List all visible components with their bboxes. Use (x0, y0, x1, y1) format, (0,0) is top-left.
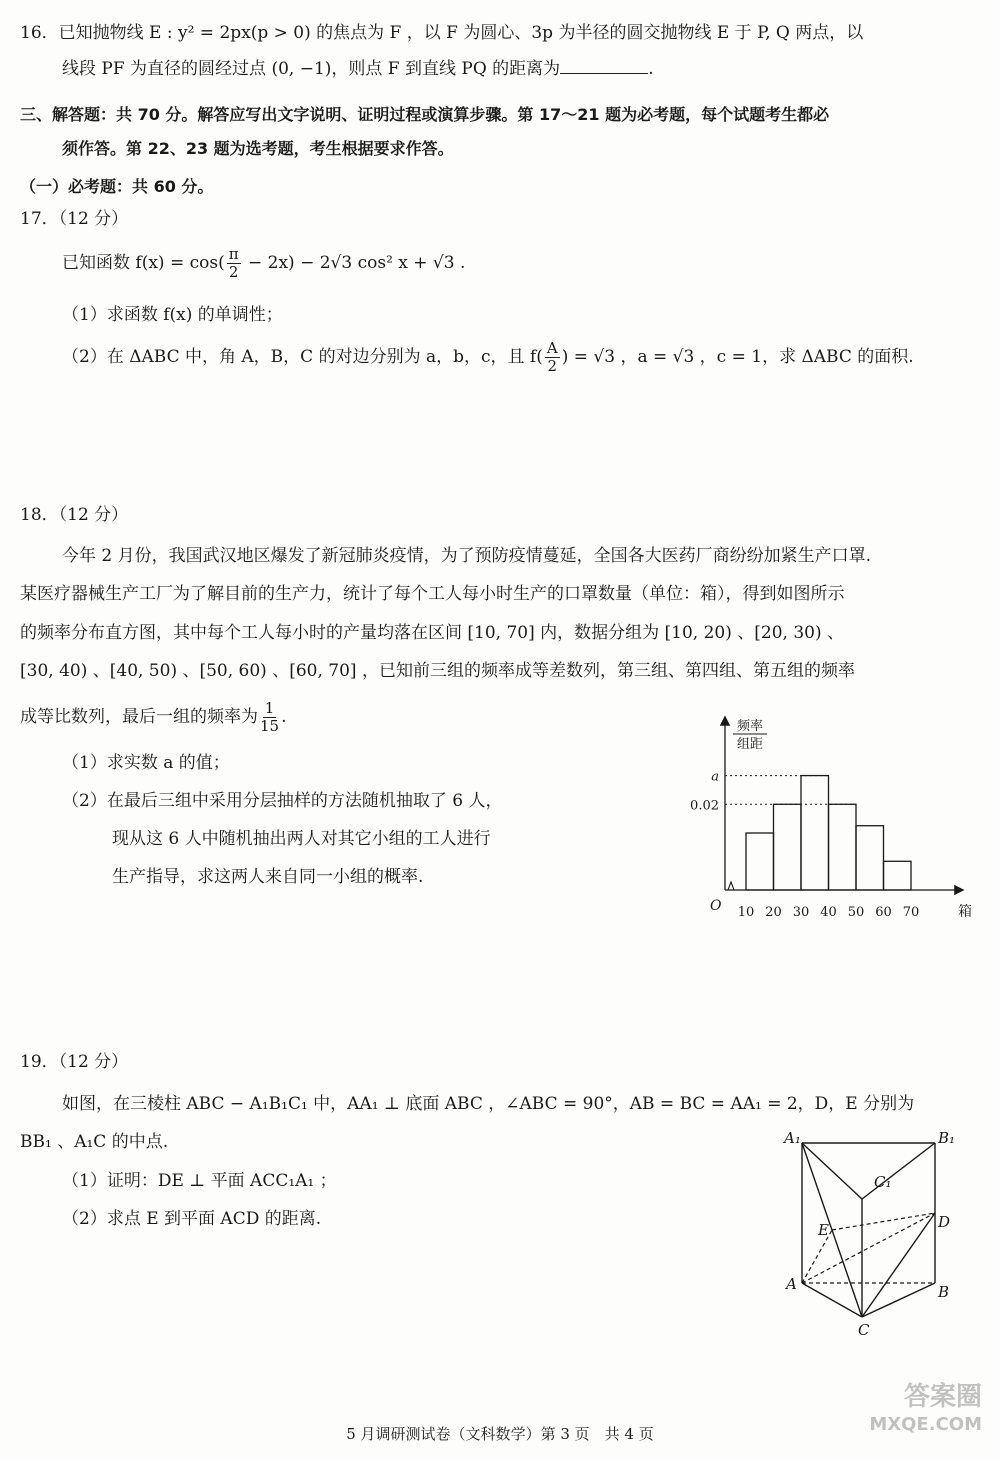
label-b1: B₁ (938, 1129, 956, 1147)
q17-function (62, 246, 465, 281)
label-e: E (818, 1221, 829, 1239)
section3-title-cont: 须作答。第 22、23 题为选考题，考生根据要求作答。 (62, 139, 454, 158)
watermark-line2: MXQE.COM (869, 1414, 982, 1435)
q18-para-line4: [30, 40) 、[40, 50) 、[50, 60) 、[60, 70] ，已知前三组的频率成等差数列，第三组、第四组、第五组的频率 (20, 661, 855, 681)
q18-para-line3: 的频率分布直方图，其中每个工人每小时的产量均落在区间 [10, 70] 内，数据分组为 [10, 20) 、[20, 30) 、 (20, 623, 845, 643)
watermark-line1: 答案圈 (903, 1382, 982, 1412)
origin-label: O (710, 898, 722, 914)
prism-figure (770, 1125, 970, 1365)
q19-header: 19．（12 分） (20, 1052, 129, 1072)
q18-part1: （1）求实数 a 的值； (62, 753, 230, 773)
q17-header: 17．（12 分） (20, 209, 129, 229)
q18-part2-line2: 现从这 6 人中随机抽出两人对其它小组的工人进行 (112, 829, 491, 849)
y-tick-label: 0.02 (690, 798, 719, 814)
q17-part2-frac-num: A (546, 339, 558, 357)
edge-cd (862, 1213, 935, 1317)
histogram-bar (884, 861, 912, 890)
section3-subtitle: （一）必考题：共 60 分。 (20, 177, 214, 196)
answer-blank[interactable] (560, 57, 648, 74)
q16-line2 (62, 56, 654, 82)
edge-ed-hidden (832, 1213, 935, 1230)
label-c1: C₁ (874, 1173, 892, 1191)
q17-part2-frac-den: 2 (547, 357, 558, 375)
q19-part2: （2）求点 E 到平面 ACD 的距离. (62, 1209, 322, 1229)
q18-part2-line3: 生产指导，求这两人来自同一小组的概率. (112, 867, 424, 887)
histogram-bar (774, 804, 802, 890)
q18-para-line5 (20, 700, 287, 735)
q17-part2-pre: （2）在 ΔABC 中，角 A，B，C 的对边分别为 a，b，c，且 f( (62, 347, 543, 367)
histogram-bar (856, 826, 884, 890)
label-a: A (786, 1275, 797, 1293)
histogram-bar (801, 776, 829, 890)
q17-frac-den: 2 (228, 263, 239, 281)
q17-part2 (62, 340, 914, 375)
page-footer: 5 月调研测试卷（文科数学）第 3 页 共 4 页 (346, 1425, 654, 1443)
q18-part2-line1: （2）在最后三组中采用分层抽样的方法随机抽取了 6 人， (62, 791, 503, 811)
q18-frac-num: 1 (264, 699, 275, 717)
q17-frac-num: π (228, 245, 239, 263)
x-tick-label: 50 (847, 905, 865, 920)
q19-para-line1: 如图，在三棱柱 ABC − A₁B₁C₁ 中，AA₁ ⊥ 底面 ABC ，∠ABC = 90°，AB = BC = AA₁ = 2，D，E 分别为 (62, 1094, 915, 1114)
label-d: D (938, 1213, 951, 1231)
label-b: B (938, 1283, 950, 1301)
q16-line2-text: 线段 PF 为直径的圆经过点 (0, −1)，则点 F 到直线 PQ 的距离为 (62, 59, 561, 79)
q18-p5-pre: 成等比数列，最后一组的频率为 (20, 707, 258, 727)
q17-function-pre: 已知函数 f(x) = cos( (62, 253, 225, 273)
q18-header: 18．（12 分） (20, 505, 129, 525)
x-axis-label: 箱 (958, 904, 972, 920)
q17-fraction (227, 246, 241, 281)
q18-frac-den: 15 (260, 717, 280, 735)
y-label-top: 频率 (736, 719, 764, 734)
x-tick-label: 70 (902, 905, 920, 920)
x-tick-label: 20 (765, 905, 782, 920)
q19-part1: （1）证明：DE ⊥ 平面 ACC₁A₁ ； (62, 1171, 337, 1191)
section3-title: 三、解答题：共 70 分。解答应写出文字说明、证明过程或演算步骤。第 17～21 题为必考题，每个试题考生都必 (20, 105, 830, 124)
frequency-histogram (690, 710, 980, 925)
q18-fraction (260, 700, 279, 735)
q17-part1: （1）求函数 f(x) 的单调性； (62, 305, 283, 325)
q17-function-post: − 2x) − 2√3 cos² x + √3 . (242, 253, 466, 273)
x-tick-label: 10 (737, 905, 755, 920)
y-label-bottom: 组距 (736, 737, 764, 752)
x-tick-label: 60 (875, 905, 892, 920)
q18-p5-post: . (281, 707, 287, 727)
q18-para-line1: 今年 2 月份，我国武汉地区爆发了新冠肺炎疫情，为了预防疫情蔓延，全国各大医药厂商纷纷加紧生产口罩. (62, 546, 872, 566)
histogram-bar (829, 804, 857, 890)
histogram-bar (746, 833, 774, 890)
axis-break (728, 882, 734, 890)
q18-para-line2: 某医疗器械生产工厂为了解目前的生产力，统计了每个工人每小时生产的口罩数量（单位：箱），得到如图所示 (20, 584, 845, 604)
label-a1: A₁ (784, 1129, 801, 1147)
q16-line1: 16．已知抛物线 E : y² = 2px(p > 0) 的焦点为 F ，以 F 为圆心、3p 为半径的圆交抛物线 E 于 P, Q 两点，以 (20, 23, 864, 43)
edge-c1b1 (862, 1143, 935, 1199)
x-tick-label: 30 (792, 905, 810, 920)
q17-part2-post: ) = √3 ，a = √3 ，c = 1，求 ΔABC 的面积. (561, 347, 914, 367)
x-tick-label: 40 (820, 905, 837, 920)
label-c: C (858, 1321, 870, 1339)
q17-part2-fraction (545, 340, 560, 375)
edge-ac (802, 1283, 862, 1317)
q19-para-line2: BB₁ 、A₁C 的中点. (20, 1132, 169, 1152)
edge-cb (862, 1283, 935, 1317)
y-tick-label: a (711, 769, 719, 785)
q16-line2-end: . (648, 59, 654, 79)
